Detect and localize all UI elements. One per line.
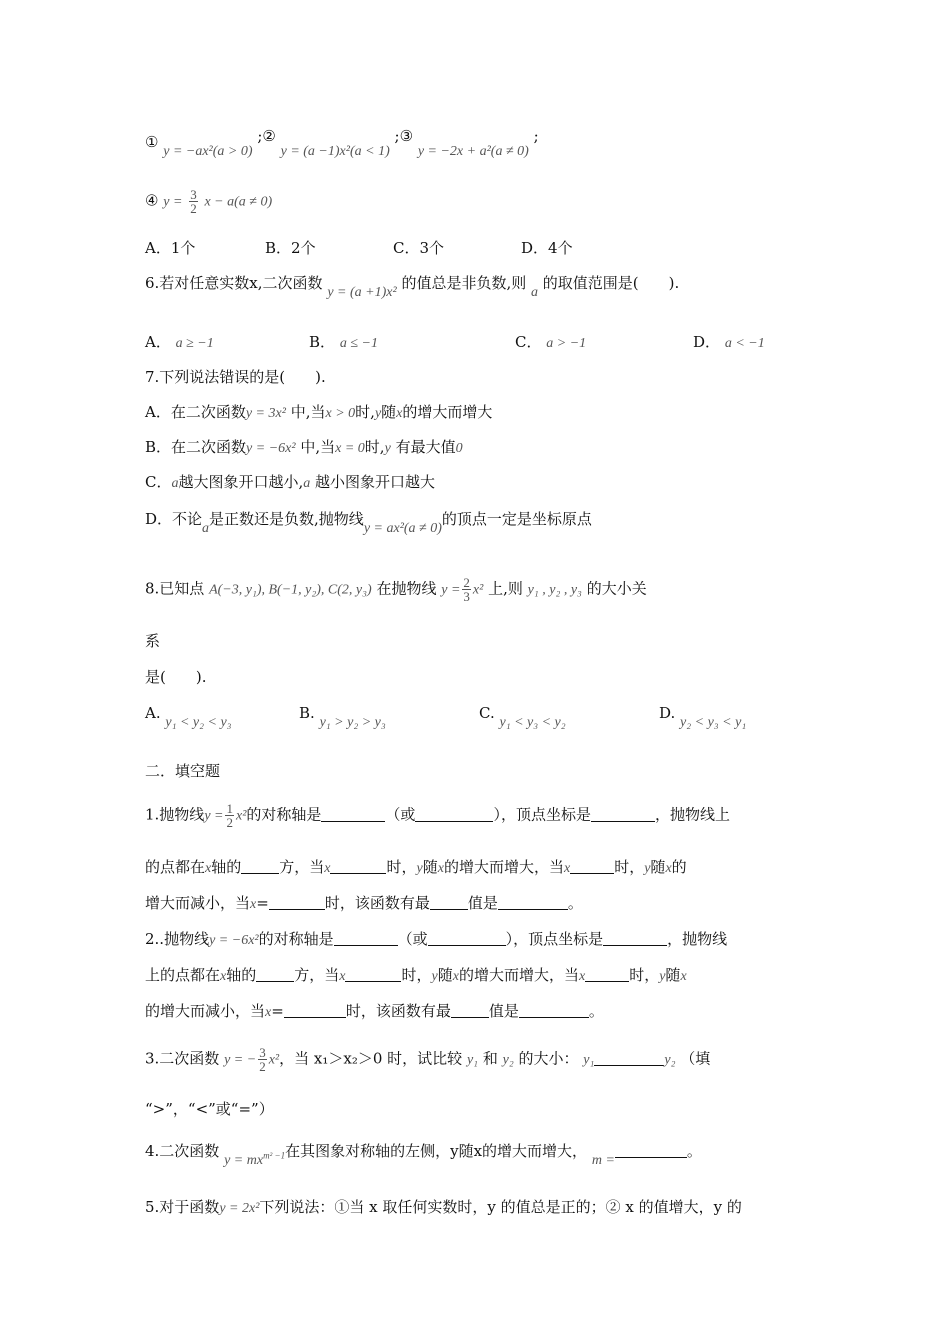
math: x [205, 861, 212, 876]
denominator: 2 [190, 201, 197, 216]
q8-points: A(−3, y₁), B(−1, y₂), C(2, y₃) [209, 582, 372, 598]
option-label: C． [515, 333, 542, 351]
f4-line [145, 1140, 810, 1172]
math: x [452, 969, 459, 984]
option-label: C. [479, 704, 495, 722]
answer-blank[interactable] [451, 1003, 489, 1018]
math: x [220, 969, 227, 984]
text: 。 [567, 894, 583, 912]
text: ），顶点坐标是 [505, 930, 604, 948]
math: a [202, 521, 210, 536]
text: 轴的 [211, 858, 242, 876]
text: 2..抛物线 [145, 930, 210, 948]
option-a: A．1个 [145, 239, 196, 257]
q5-line1 [145, 125, 810, 163]
option-math: a ≥ −1 [175, 336, 214, 351]
text: C． [145, 473, 172, 491]
option-math: y₁ < y₃ < y₂ [499, 715, 566, 730]
text: = [271, 1002, 284, 1020]
fraction [225, 802, 234, 829]
math [224, 1150, 286, 1168]
math: y [384, 441, 391, 456]
text: 的 [671, 858, 687, 876]
fraction [189, 188, 198, 215]
text: ，抛物线 [667, 930, 728, 948]
math: y = −6x² [209, 933, 259, 948]
math: y = − [224, 1052, 257, 1068]
text: 时, [364, 438, 385, 456]
math: x > 0 [325, 406, 356, 421]
text: 5.对于函数 [145, 1198, 220, 1216]
math: y = [441, 582, 461, 598]
text: D．不论 [145, 510, 203, 528]
q8-line2: 系 [145, 632, 161, 650]
answer-blank[interactable] [430, 895, 468, 910]
q7-stem: 7.下列说法错误的是( ). [145, 368, 326, 386]
formula-4-prefix: y = [163, 194, 183, 210]
text: 1.抛物线 [145, 805, 205, 824]
q7-option-b [145, 436, 810, 460]
f5-line [145, 1196, 810, 1220]
separator: ; [533, 127, 539, 145]
numerator: 2 [463, 575, 470, 590]
text: 的增大而增大，当 [443, 858, 564, 876]
q6-stem [145, 272, 810, 304]
text: 值是 [488, 1002, 519, 1020]
answer-blank[interactable] [498, 895, 568, 910]
q6-variable: a [531, 285, 539, 300]
text: 中,当 [290, 403, 326, 421]
f2-line3 [145, 1000, 810, 1024]
f2-line1 [145, 928, 810, 952]
separator: ; [394, 127, 400, 145]
text: 的增大而增大 [402, 403, 493, 421]
answer-blank[interactable] [415, 807, 493, 822]
option-label: B. [299, 704, 315, 722]
math: x = 0 [335, 441, 365, 456]
math: x [563, 861, 571, 876]
math: y [416, 861, 423, 876]
q8-stem [145, 576, 810, 603]
numerator: 3 [259, 1045, 266, 1060]
math: x [250, 897, 257, 912]
answer-blank[interactable] [334, 931, 398, 946]
math: x [339, 969, 346, 984]
option-c: C．3个 [393, 239, 445, 257]
math: y₂ [502, 1052, 514, 1068]
q6-text-c: 的取值范围是( ). [542, 274, 680, 292]
math: x² [268, 1052, 280, 1068]
option-d [693, 331, 765, 355]
answer-blank[interactable] [594, 1051, 664, 1066]
text: 下列说法：①当 x 取任何实数时，y 的值总是正的；② x 的值增大，y 的 [259, 1198, 742, 1216]
text: 的对称轴是 [246, 805, 322, 824]
option-label: A． [145, 333, 171, 351]
text: 的对称轴是 [258, 930, 334, 948]
answer-blank[interactable] [256, 967, 294, 982]
formula-3: y = −2x + a²(a ≠ 0) [417, 144, 529, 159]
text: 时， [386, 858, 417, 876]
text: 上,则 [488, 579, 523, 598]
f1-line1 [145, 802, 810, 829]
answer-blank[interactable] [241, 859, 279, 874]
option-a [145, 702, 232, 734]
text: （或 [385, 805, 416, 824]
answer-blank[interactable] [428, 931, 506, 946]
option-label: D. [659, 704, 676, 722]
text: （或 [397, 930, 428, 948]
text: ，当 x₁＞x₂＞0 时，试比较 [279, 1049, 463, 1068]
text: 值是 [467, 894, 498, 912]
text: 随 [381, 403, 397, 421]
text: 时， [401, 966, 432, 984]
f1-line3 [145, 892, 810, 916]
formula-1: y = −ax²(a > 0) [163, 144, 253, 159]
text: 3.二次函数 [145, 1049, 220, 1068]
text: 的点都在 [145, 858, 206, 876]
text: 4.二次函数 [145, 1142, 220, 1160]
option-c [479, 702, 566, 734]
f3-line2: “>”，“<”或“=”） [145, 1100, 274, 1118]
option-math: y₁ > y₂ > y₃ [319, 715, 386, 730]
text: 是正数还是负数,抛物线 [209, 510, 364, 528]
option-math: a > −1 [546, 336, 587, 351]
text: 的大小： [518, 1049, 579, 1068]
circled-4: ④ [145, 191, 159, 210]
math: y = ax²(a ≠ 0) [363, 521, 442, 536]
text: 的大小关 [586, 579, 647, 598]
option-d: D．4个 [521, 239, 573, 257]
q5-line2 [145, 188, 810, 215]
option-c [515, 331, 586, 355]
text: 方，当 [294, 966, 340, 984]
text: 时，该函数有最 [345, 1002, 451, 1020]
text: = [256, 894, 269, 912]
q8-variables: y₁ , y₂ , y₃ [527, 582, 582, 598]
q6-text-b: 的值总是非负数,则 [401, 274, 527, 292]
text: 轴的 [226, 966, 257, 984]
text: 的增大而增大，当 [458, 966, 579, 984]
text: 时， [629, 966, 660, 984]
denominator: 2 [259, 1059, 266, 1074]
math: y = −6x² [246, 441, 296, 456]
text: （填 [680, 1049, 711, 1068]
answer-blank[interactable] [284, 1003, 346, 1018]
formula-4-suffix: x − a(a ≠ 0) [204, 194, 273, 210]
math: x [578, 969, 586, 984]
text: A．在二次函数 [145, 403, 246, 421]
text: 时, [355, 403, 375, 421]
option-b [299, 702, 386, 734]
option-math: y₂ < y₃ < y₁ [680, 715, 747, 730]
math: x [665, 861, 672, 876]
denominator: 2 [226, 815, 233, 830]
math: x [680, 969, 687, 984]
q7-option-d [145, 508, 810, 540]
answer-blank[interactable] [269, 895, 325, 910]
option-math: y₁ < y₂ < y₃ [165, 715, 232, 730]
answer-blank[interactable] [330, 859, 386, 874]
math: y [431, 969, 438, 984]
option-label: B． [309, 333, 336, 351]
text: 在抛物线 [376, 579, 437, 598]
exponent: m² −1 [263, 1150, 286, 1161]
math: y [659, 969, 666, 984]
text: 的顶点一定是坐标原点 [441, 510, 592, 528]
math: y [374, 406, 382, 421]
circled-1: ① [145, 133, 159, 151]
math: y = [204, 808, 224, 824]
separator: ; [257, 127, 263, 145]
option-a [145, 331, 214, 355]
answer-blank[interactable] [345, 967, 401, 982]
q8-line3: 是( ). [145, 668, 207, 686]
numerator: 3 [190, 187, 197, 202]
text: 越小图象开口越大 [315, 473, 436, 491]
math: y₁ [583, 1052, 595, 1068]
option-b: B．2个 [265, 239, 316, 257]
text: 增大而减小，当 [145, 894, 251, 912]
fraction [258, 1046, 267, 1073]
fraction [462, 576, 471, 603]
math: a [171, 476, 179, 491]
f3-line1 [145, 1046, 810, 1073]
text: 方，当 [279, 858, 325, 876]
text: 中,当 [300, 438, 336, 456]
section-title: 二．填空题 [145, 762, 221, 780]
q6-text-a: 6.若对任意实数x,二次函数 [145, 274, 323, 292]
text: 随 [422, 858, 438, 876]
math: x [265, 1005, 272, 1020]
option-label: D． [693, 333, 721, 351]
q7-option-c [145, 471, 810, 495]
q6-function: y = (a +1)x² [327, 285, 397, 300]
math: x² [472, 582, 484, 598]
answer-blank[interactable] [603, 931, 667, 946]
answer-blank[interactable] [519, 1003, 589, 1018]
math: x [324, 861, 331, 876]
option-d [659, 702, 746, 734]
math: 0 [455, 441, 463, 456]
denominator: 3 [463, 589, 470, 604]
text: ，抛物线上 [654, 805, 730, 824]
numerator: 1 [226, 801, 233, 816]
text: 。 [686, 1142, 702, 1160]
math: a [303, 476, 311, 491]
option-math: a ≤ −1 [339, 336, 378, 351]
text: 和 [482, 1049, 498, 1068]
answer-blank[interactable] [570, 859, 614, 874]
math: x [396, 406, 403, 421]
circled-3: ③ [399, 127, 414, 145]
text: B．在二次函数 [145, 438, 247, 456]
text: 随 [650, 858, 666, 876]
math: y [644, 861, 651, 876]
text: 上的点都在 [145, 966, 221, 984]
option-math: a < −1 [724, 336, 765, 351]
text: 在其图象对称轴的左侧，y随x的增大而增大， [285, 1142, 588, 1160]
option-label: A. [145, 704, 161, 722]
text: ），顶点坐标是 [493, 805, 591, 824]
text: 时，该函数有最 [324, 894, 430, 912]
text: 随 [437, 966, 453, 984]
answer-blank[interactable] [321, 807, 385, 822]
math: x [437, 861, 444, 876]
text: 越大图象开口越小, [178, 473, 304, 491]
answer-blank[interactable] [615, 1143, 687, 1158]
text: 时， [614, 858, 645, 876]
q7-option-a [145, 401, 810, 425]
math: y = 3x² [245, 406, 286, 421]
option-b [309, 331, 378, 355]
formula-2: y = (a −1)x²(a < 1) [280, 144, 390, 159]
math: m = [591, 1153, 615, 1168]
f2-line2 [145, 964, 810, 988]
math: y₁ [466, 1052, 479, 1068]
function: y = mx [224, 1153, 264, 1168]
circled-2: ② [262, 127, 276, 145]
f1-line2 [145, 856, 810, 880]
answer-blank[interactable] [591, 807, 655, 822]
math: x² [235, 808, 247, 824]
math: y₂ [664, 1052, 676, 1068]
text: 8.已知点 [145, 579, 205, 598]
text: 的增大而减小，当 [145, 1002, 266, 1020]
text: 有最大值 [395, 438, 456, 456]
answer-blank[interactable] [585, 967, 629, 982]
math: y = 2x² [219, 1201, 260, 1216]
text: 。 [588, 1002, 604, 1020]
text: 随 [665, 966, 681, 984]
